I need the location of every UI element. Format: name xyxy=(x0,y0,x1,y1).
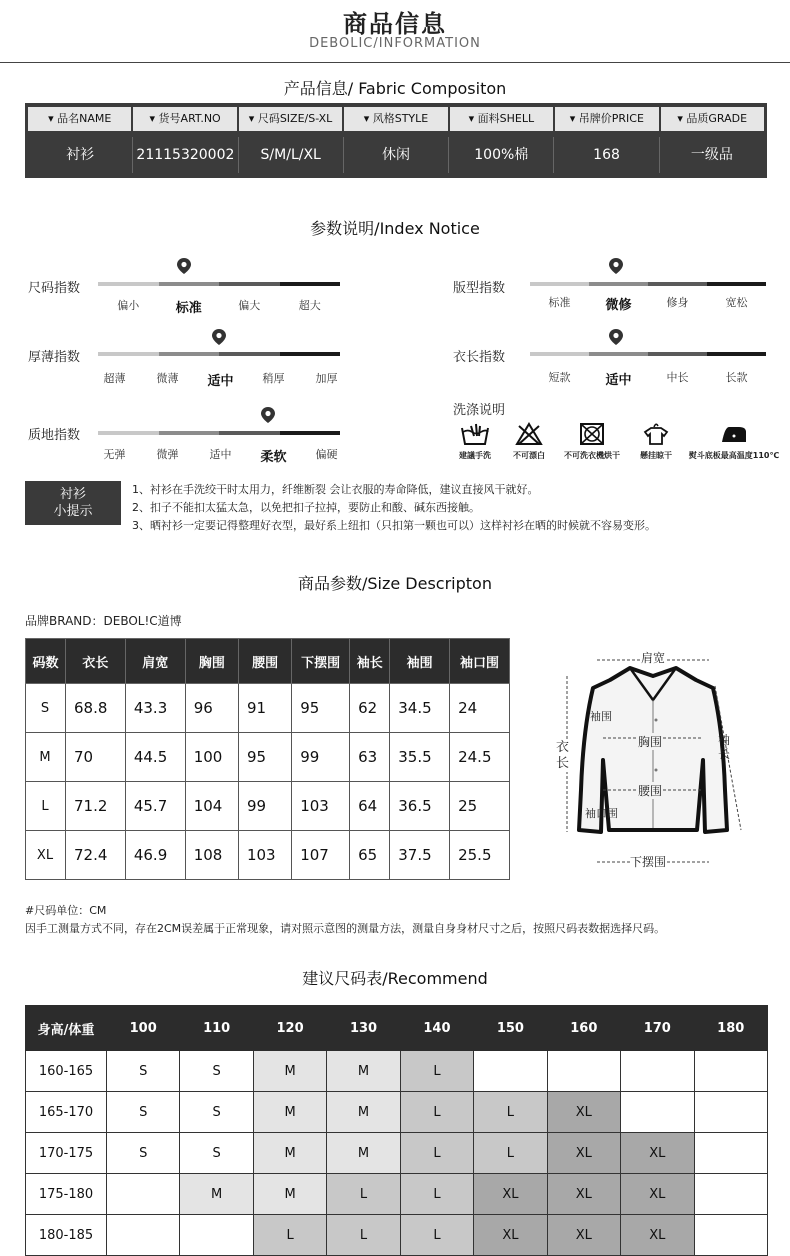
tick-selected: 适中 xyxy=(605,373,632,388)
table-row xyxy=(26,1092,768,1133)
shirt-measurement-diagram xyxy=(545,640,775,880)
tick: 微薄 xyxy=(156,372,179,385)
fabric-value-style: 休闲 xyxy=(344,137,449,173)
table-cell: 37.5 xyxy=(390,831,450,880)
size-header: 肩宽 xyxy=(125,639,185,684)
tip-line-1: 1、衬衫在手洗绞干时太用力，纤维断裂 会让衣服的寿命降低，建议直接风干就好。 xyxy=(132,483,539,496)
hand-wash-icon xyxy=(460,422,490,446)
diagram-label-chest: 胸围 xyxy=(638,735,663,749)
texture-index-scale xyxy=(98,431,340,435)
diagram-label-sleeve-width: 袖围 xyxy=(590,710,612,723)
table-cell: 44.5 xyxy=(125,733,185,782)
table-cell: L xyxy=(400,1215,473,1256)
location-pin-icon xyxy=(261,407,275,423)
tips-box-line1: 衬衫 xyxy=(59,487,86,502)
size-table-header xyxy=(26,639,510,684)
size-header: 衣长 xyxy=(66,639,126,684)
wash-no-tumble-label: 不可洗衣機烘干 xyxy=(564,451,620,460)
weight-header: 160 xyxy=(547,1006,620,1051)
tips-box-line2: 小提示 xyxy=(53,504,93,519)
tick: 宽松 xyxy=(725,296,748,309)
hang-dry-icon xyxy=(643,422,669,446)
table-cell: 63 xyxy=(350,733,390,782)
size-index-label: 尺码指数 xyxy=(28,281,81,296)
table-cell xyxy=(621,1092,694,1133)
table-cell xyxy=(547,1051,620,1092)
weight-header: 110 xyxy=(180,1006,253,1051)
recommend-section-title: 建议尺码表/Recommend xyxy=(302,969,488,988)
tips-box xyxy=(25,481,121,525)
table-cell: S xyxy=(107,1133,180,1174)
fabric-value-shell: 100%棉 xyxy=(449,137,554,173)
fabric-table xyxy=(25,103,767,178)
fabric-header-grade: ▾ 品质GRADE xyxy=(661,107,764,131)
tick: 偏硬 xyxy=(315,448,338,461)
brand-label: 品牌BRAND：DEBOL!C道博 xyxy=(25,614,182,628)
table-cell: 100 xyxy=(185,733,238,782)
fabric-value-name: 衬衫 xyxy=(28,137,133,173)
fabric-header-shell: ▾ 面料SHELL xyxy=(450,107,553,131)
size-header: 袖长 xyxy=(350,639,390,684)
fit-index-ticks xyxy=(530,294,766,313)
table-cell: XL xyxy=(547,1174,620,1215)
wash-iron xyxy=(680,422,788,461)
table-cell: 43.3 xyxy=(125,684,185,733)
wash-hang-dry-label: 懸挂晾干 xyxy=(640,451,672,460)
table-cell: L xyxy=(474,1133,547,1174)
table-cell: 103 xyxy=(292,782,350,831)
size-table xyxy=(25,638,510,880)
tick: 长款 xyxy=(725,371,748,384)
table-cell: M xyxy=(253,1174,326,1215)
recommend-table xyxy=(25,1005,768,1256)
thickness-index-scale xyxy=(98,352,340,356)
texture-index-ticks xyxy=(88,446,353,465)
table-cell: M xyxy=(327,1051,400,1092)
fabric-value-size: S/M/L/XL xyxy=(239,137,344,173)
index-section-title: 参数说明/Index Notice xyxy=(310,219,480,238)
table-cell: M xyxy=(180,1174,253,1215)
table-cell xyxy=(694,1092,768,1133)
thickness-index-ticks xyxy=(88,370,353,389)
diagram-label-cuff: 袖口围 xyxy=(585,807,618,820)
table-cell: 36.5 xyxy=(390,782,450,831)
tick-selected: 标准 xyxy=(175,301,202,316)
tick: 稍厚 xyxy=(262,372,285,385)
weight-header: 140 xyxy=(400,1006,473,1051)
diagram-label-length: 衣长 xyxy=(556,740,570,771)
fit-index-scale xyxy=(530,282,766,286)
size-index-ticks xyxy=(98,297,340,316)
table-cell: L xyxy=(400,1174,473,1215)
table-cell: 96 xyxy=(185,684,238,733)
table-cell: 25 xyxy=(450,782,510,831)
table-row xyxy=(26,684,510,733)
table-row xyxy=(26,1133,768,1174)
fabric-header-style: ▾ 风格STYLE xyxy=(344,107,447,131)
fabric-value-artno: 21115320002 xyxy=(133,137,238,173)
table-cell: XL xyxy=(547,1215,620,1256)
diagram-label-shoulder: 肩宽 xyxy=(641,651,666,665)
iron-icon xyxy=(719,422,749,446)
height-cell: 175-180 xyxy=(26,1174,107,1215)
fabric-header-size: ▾ 尺码SIZE/S-XL xyxy=(239,107,342,131)
table-cell: M xyxy=(253,1092,326,1133)
tick: 短款 xyxy=(548,371,571,384)
table-cell: S xyxy=(107,1092,180,1133)
recommend-corner: 身高/体重 xyxy=(26,1006,107,1051)
table-cell: XL xyxy=(621,1133,694,1174)
table-cell: 24.5 xyxy=(450,733,510,782)
table-cell: 35.5 xyxy=(390,733,450,782)
no-bleach-icon xyxy=(515,422,543,446)
table-cell: 24 xyxy=(450,684,510,733)
table-cell xyxy=(107,1174,180,1215)
table-cell: S xyxy=(26,684,66,733)
table-cell: XL xyxy=(474,1174,547,1215)
table-cell: L xyxy=(400,1092,473,1133)
length-index-label: 衣长指数 xyxy=(453,350,506,365)
table-cell: XL xyxy=(547,1092,620,1133)
table-cell: M xyxy=(327,1133,400,1174)
size-section-title: 商品参数/Size Descripton xyxy=(297,574,492,593)
size-index-scale xyxy=(98,282,340,286)
page-title: 商品信息 xyxy=(343,10,447,38)
size-header: 腰围 xyxy=(238,639,291,684)
table-cell: XL xyxy=(474,1215,547,1256)
table-cell xyxy=(107,1215,180,1256)
wash-title: 洗涤说明 xyxy=(453,403,506,418)
table-cell: S xyxy=(180,1051,253,1092)
table-row xyxy=(26,1215,768,1256)
height-cell: 160-165 xyxy=(26,1051,107,1092)
wash-hang-dry xyxy=(634,422,678,461)
tick: 标准 xyxy=(548,296,571,309)
tick: 中长 xyxy=(666,371,689,384)
header-divider xyxy=(0,62,790,63)
weight-header: 120 xyxy=(253,1006,326,1051)
table-cell: 25.5 xyxy=(450,831,510,880)
table-cell: M xyxy=(253,1051,326,1092)
table-cell: L xyxy=(253,1215,326,1256)
table-cell: 99 xyxy=(238,782,291,831)
tick: 无弹 xyxy=(103,448,126,461)
height-cell: 165-170 xyxy=(26,1092,107,1133)
table-cell: 68.8 xyxy=(66,684,126,733)
table-cell: 72.4 xyxy=(66,831,126,880)
weight-header: 150 xyxy=(474,1006,547,1051)
height-cell: 180-185 xyxy=(26,1215,107,1256)
table-cell: L xyxy=(400,1133,473,1174)
table-cell: 104 xyxy=(185,782,238,831)
table-row xyxy=(26,1174,768,1215)
table-cell: S xyxy=(180,1133,253,1174)
wash-iron-label: 熨斗底板最高温度110℃ xyxy=(688,451,780,460)
fabric-section-title: 产品信息/ Fabric Compositon xyxy=(283,79,507,98)
weight-header: 170 xyxy=(621,1006,694,1051)
location-pin-icon xyxy=(177,258,191,274)
fabric-value-price: 168 xyxy=(554,137,659,173)
length-index-scale xyxy=(530,352,766,356)
table-cell: L xyxy=(327,1215,400,1256)
weight-header: 100 xyxy=(107,1006,180,1051)
tick: 修身 xyxy=(666,296,689,309)
table-cell xyxy=(694,1215,768,1256)
length-index-ticks xyxy=(530,369,766,388)
table-cell: 70 xyxy=(66,733,126,782)
size-unit-note: #尺码单位：CM xyxy=(25,904,107,917)
page-subtitle: DEBOLIC/INFORMATION xyxy=(309,36,481,51)
fabric-header-name: ▾ 品名NAME xyxy=(28,107,131,131)
tick: 超大 xyxy=(298,299,321,312)
table-cell: L xyxy=(400,1051,473,1092)
fabric-value-grade: 一级品 xyxy=(690,147,733,163)
diagram-label-hem: 下摆围 xyxy=(630,855,667,869)
fabric-header-price: ▾ 吊牌价PRICE xyxy=(555,107,658,131)
table-cell: M xyxy=(327,1092,400,1133)
size-header: 下摆围 xyxy=(292,639,350,684)
table-row xyxy=(26,733,510,782)
table-row xyxy=(26,782,510,831)
table-cell: S xyxy=(180,1092,253,1133)
table-cell xyxy=(180,1215,253,1256)
table-cell xyxy=(694,1174,768,1215)
tick-selected: 微修 xyxy=(605,298,632,313)
tick: 偏小 xyxy=(117,299,140,312)
table-cell xyxy=(474,1051,547,1092)
table-cell: 108 xyxy=(185,831,238,880)
table-cell: 91 xyxy=(238,684,291,733)
tick-selected: 柔软 xyxy=(260,450,287,465)
tick: 偏大 xyxy=(238,299,261,312)
table-cell: XL xyxy=(26,831,66,880)
table-row xyxy=(26,1051,768,1092)
wash-hand xyxy=(455,422,495,461)
tick: 加厚 xyxy=(315,372,338,385)
table-cell: 95 xyxy=(292,684,350,733)
tick-selected: 适中 xyxy=(207,374,234,389)
table-cell: M xyxy=(26,733,66,782)
table-cell: 65 xyxy=(350,831,390,880)
wash-no-bleach-label: 不可漂白 xyxy=(513,451,545,460)
fabric-header-artno: ▾ 货号ART.NO xyxy=(133,107,236,131)
height-cell: 170-175 xyxy=(26,1133,107,1174)
location-pin-icon xyxy=(609,329,623,345)
size-measure-note: 因手工测量方式不同，存在2CM误差属于正常现象，请对照示意图的测量方法，测量自身身材尺寸之后，按照尺码表数据选择尺码。 xyxy=(25,922,666,935)
table-row xyxy=(26,831,510,880)
table-cell: L xyxy=(474,1092,547,1133)
table-cell: 62 xyxy=(350,684,390,733)
thickness-index-label: 厚薄指数 xyxy=(28,350,81,365)
wash-no-tumble xyxy=(556,422,628,461)
table-cell: 99 xyxy=(292,733,350,782)
table-cell: 34.5 xyxy=(390,684,450,733)
weight-header: 180 xyxy=(694,1006,768,1051)
location-pin-icon xyxy=(609,258,623,274)
table-cell: 103 xyxy=(238,831,291,880)
table-cell xyxy=(694,1051,768,1092)
table-cell: 46.9 xyxy=(125,831,185,880)
table-cell: 107 xyxy=(292,831,350,880)
table-cell: 45.7 xyxy=(125,782,185,831)
table-cell xyxy=(621,1051,694,1092)
no-tumble-dry-icon xyxy=(579,422,605,446)
size-header: 码数 xyxy=(26,639,66,684)
diagram-label-sleeve-length: 袖长 xyxy=(718,733,731,761)
location-pin-icon xyxy=(212,329,226,345)
table-cell: S xyxy=(107,1051,180,1092)
size-header: 胸围 xyxy=(185,639,238,684)
table-cell: XL xyxy=(621,1174,694,1215)
weight-header: 130 xyxy=(327,1006,400,1051)
table-cell: 64 xyxy=(350,782,390,831)
table-cell: 71.2 xyxy=(66,782,126,831)
fit-index-label: 版型指数 xyxy=(453,281,506,296)
tick: 适中 xyxy=(209,448,232,461)
wash-hand-label: 建議手洗 xyxy=(459,451,491,460)
size-header: 袖围 xyxy=(390,639,450,684)
table-cell: L xyxy=(26,782,66,831)
table-cell: M xyxy=(253,1133,326,1174)
tick: 超薄 xyxy=(103,372,126,385)
table-cell: XL xyxy=(621,1215,694,1256)
texture-index-label: 质地指数 xyxy=(28,428,81,443)
size-header: 袖口围 xyxy=(450,639,510,684)
table-cell xyxy=(694,1133,768,1174)
table-cell: L xyxy=(327,1174,400,1215)
tip-line-2: 2、扣子不能扣太猛太急，以免把扣子拉掉，要防止和酸、碱东西接触。 xyxy=(132,501,480,514)
tick: 微弹 xyxy=(156,448,179,461)
recommend-header-row xyxy=(26,1006,768,1051)
wash-no-bleach xyxy=(505,422,553,461)
table-cell: 95 xyxy=(238,733,291,782)
tip-line-3: 3、晒衬衫一定要记得整理好衣型，最好系上纽扣（只扣第一颗也可以）这样衬衫在晒的时候就不容易变形。 xyxy=(132,519,656,532)
diagram-label-waist: 腰围 xyxy=(638,784,663,798)
table-cell: XL xyxy=(547,1133,620,1174)
